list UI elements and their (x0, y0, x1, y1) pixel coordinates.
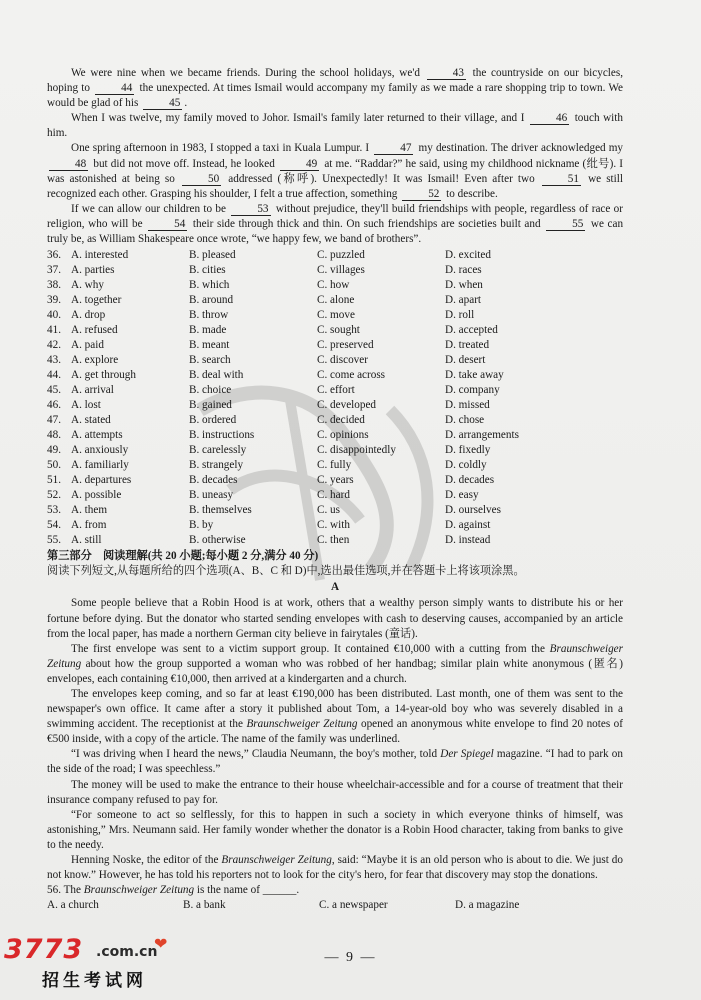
option-a[interactable]: A. drop (71, 309, 106, 322)
option-d[interactable]: D. accepted (445, 324, 498, 337)
option-d[interactable]: D. company (445, 384, 500, 397)
blank-50: 50 (182, 173, 221, 186)
option-a[interactable]: A. possible (71, 489, 122, 502)
heart-icon: ❤ (154, 934, 168, 953)
option-row (47, 518, 623, 533)
option-row (47, 443, 623, 458)
option-d[interactable]: D. against (445, 519, 491, 532)
question-number: 54. (47, 519, 61, 532)
option-b[interactable]: B. by (189, 519, 214, 532)
option-a[interactable]: A. stated (71, 414, 111, 427)
option-c[interactable]: C. puzzled (317, 249, 365, 262)
q56-option-a[interactable]: A. a church (47, 899, 99, 912)
option-row (47, 278, 623, 293)
option-b[interactable]: B. instructions (189, 429, 255, 442)
option-d[interactable]: D. take away (445, 369, 504, 382)
option-c[interactable]: C. how (317, 279, 350, 292)
option-row (47, 293, 623, 308)
option-b[interactable]: B. uneasy (189, 489, 234, 502)
option-c[interactable]: C. move (317, 309, 355, 322)
option-b[interactable]: B. decades (189, 474, 238, 487)
reading-paragraph-6: “For someone to act so selflessly, for this to happen in such a society in which everyone thinks of himself, was astonishing,” Mrs. Neumann said. Her family wonder whether the donator is a Robin Hood character, taking from banks to give to the needy. (47, 808, 623, 851)
question-number: 39. (47, 294, 61, 307)
question-number: 37. (47, 264, 61, 277)
option-b[interactable]: B. carelessly (189, 444, 247, 457)
option-row (47, 533, 623, 548)
option-b[interactable]: B. otherwise (189, 534, 246, 547)
option-a[interactable]: A. familiarly (71, 459, 129, 472)
q56-option-b[interactable]: B. a bank (183, 899, 226, 912)
blank-45: 45 (143, 97, 182, 110)
logo-main-text: 3773 (4, 934, 84, 965)
option-b[interactable]: B. choice (189, 384, 232, 397)
option-a[interactable]: A. from (71, 519, 107, 532)
option-c[interactable]: C. hard (317, 489, 350, 502)
option-c[interactable]: C. with (317, 519, 350, 532)
option-row (47, 383, 623, 398)
option-row (47, 338, 623, 353)
question-number: 53. (47, 504, 61, 517)
option-d[interactable]: D. missed (445, 399, 490, 412)
option-d[interactable]: D. apart (445, 294, 482, 307)
question-56-stem: 56. The Braunschweiger Zeitung is the name of ______. (47, 884, 300, 897)
option-row (47, 248, 623, 263)
question-number: 44. (47, 369, 61, 382)
question-number: 55. (47, 534, 61, 547)
option-row (47, 428, 623, 443)
question-number: 45. (47, 384, 61, 397)
option-c[interactable]: C. decided (317, 414, 365, 427)
option-b[interactable]: B. ordered (189, 414, 237, 427)
option-a[interactable]: A. anxiously (71, 444, 129, 457)
question-number: 40. (47, 309, 61, 322)
section3-instruction: 阅读下列短文,从每题所给的四个选项(A、B、C 和 D)中,选出最佳选项,并在答题卡上将该项涂黑。 (47, 565, 525, 578)
option-c[interactable]: C. developed (317, 399, 377, 412)
question-number: 50. (47, 459, 61, 472)
option-c[interactable]: C. disappointedly (317, 444, 396, 457)
reading-paragraph-7: Henning Noske, the editor of the Braunschweiger Zeitung, said: “Maybe it is an old person who is about to die. We just do not know.” However, he has told his reporters not to look for the city's hero, for fear that discovery may stop the donations. (47, 854, 623, 882)
option-row (47, 368, 623, 383)
option-c[interactable]: C. us (317, 504, 341, 517)
blank-43: 43 (427, 67, 466, 80)
option-c[interactable]: C. fully (317, 459, 352, 472)
reading-paragraph-1: Some people believe that a Robin Hood is at work, others that a wealthy person simply wants to distribute his or her fortune before dying. But the donator who started sending envelopes with cash to deserving causes, accompanied by an article from the local paper, has made a northern German city believe in fairytales (童话). (47, 597, 623, 640)
option-b[interactable]: B. meant (189, 339, 230, 352)
question-number: 46. (47, 399, 61, 412)
option-a[interactable]: A. them (71, 504, 108, 517)
option-b[interactable]: B. search (189, 354, 231, 367)
option-d[interactable]: D. decades (445, 474, 495, 487)
option-c[interactable]: C. alone (317, 294, 355, 307)
cloze-paragraph-3: One spring afternoon in 1983, I stopped a taxi in Kuala Lumpur. I 47 my destination. The driver acknowledged my 48 but did not move off. Instead, he looked 49 at me. “Raddar?” he said, using my childhood nickname (纰号). I was astonished at being so 50 addressed (称呼). Unexpectedly! It was Ismail! Even after two 51 we still recognized each other. Grasping his shoulder, I felt a true affection, something 52 to describe. (47, 142, 624, 200)
option-a[interactable]: A. arrival (71, 384, 114, 397)
reading-paragraph-2: The first envelope was sent to a victim support group. It contained €10,000 with a cutting from the Braunschweiger Zeitung about how the group supported a woman who was robbed of her handbag; similar plain white anonymous (匿名) envelopes, each containing €10,000, then arrived at a kindergarten and a church. (47, 642, 623, 685)
option-c[interactable]: C. villages (317, 264, 365, 277)
cloze-paragraph-4: If we can allow our children to be 53 without prejudice, they'll build friendships with people, regardless of race or religion, who will be 54 their side through thick and thin. On such friendships are societies built and 55 we can truly be, as William Shakespeare once wrote, “we happy few, we band of brothers”. (47, 202, 624, 246)
logo-subtitle: 招生考试网 (42, 971, 147, 991)
question-number: 36. (47, 249, 61, 262)
cloze-paragraph-1: We were nine when we became friends. During the school holidays, we'd 43 the countryside on our bicycles, hoping to 44 the unexpected. At times Ismail would accompany my family as we made a rare shopping trip to town. We would be glad of his 45 . (47, 67, 624, 110)
option-b[interactable]: B. cities (189, 264, 226, 277)
question-number: 42. (47, 339, 61, 352)
option-row (47, 473, 623, 488)
blank-47: 47 (374, 142, 413, 155)
cloze-options (47, 248, 623, 548)
option-d[interactable]: D. chose (445, 414, 485, 427)
option-c[interactable]: C. years (317, 474, 354, 487)
option-c[interactable]: C. preserved (317, 339, 374, 352)
blank-54: 54 (148, 218, 187, 231)
option-row (47, 323, 623, 338)
option-a[interactable]: A. attempts (71, 429, 123, 442)
blank-52: 52 (402, 188, 441, 201)
option-c[interactable]: C. come across (317, 369, 386, 382)
cloze-paragraph-2: When I was twelve, my family moved to Johor. Ismail's family later returned to their village, and I 46 touch with him. (47, 112, 623, 140)
option-d[interactable]: D. easy (445, 489, 479, 502)
option-row (47, 398, 623, 413)
logo-domain-text: .com.cn (96, 944, 158, 960)
q56-option-d[interactable]: D. a magazine (455, 899, 520, 912)
reading-paragraph-5: The money will be used to make the entrance to their house wheelchair-accessible and for a course of treatment that their insurance company refused to pay for. (47, 778, 623, 806)
option-b[interactable]: B. which (189, 279, 230, 292)
option-row (47, 413, 623, 428)
option-b[interactable]: B. pleased (189, 249, 236, 262)
option-b[interactable]: B. gained (189, 399, 232, 412)
option-a[interactable]: A. lost (71, 399, 101, 412)
question-number: 47. (47, 414, 61, 427)
option-c[interactable]: C. effort (317, 384, 355, 397)
page-content (47, 66, 623, 913)
blank-44: 44 (95, 82, 134, 95)
option-row (47, 263, 623, 278)
site-logo[interactable] (4, 934, 204, 994)
question-number: 43. (47, 354, 61, 367)
option-d[interactable]: D. fixedly (445, 444, 491, 457)
option-d[interactable]: D. treated (445, 339, 490, 352)
option-b[interactable]: B. around (189, 294, 234, 307)
option-b[interactable]: B. made (189, 324, 227, 337)
option-d[interactable]: D. roll (445, 309, 475, 322)
option-d[interactable]: D. desert (445, 354, 486, 367)
option-row (47, 353, 623, 368)
blank-49: 49 (280, 158, 319, 171)
question-number: 49. (47, 444, 61, 457)
option-a[interactable]: A. paid (71, 339, 104, 352)
option-d[interactable]: D. excited (445, 249, 491, 262)
option-d[interactable]: D. when (445, 279, 483, 292)
option-b[interactable]: B. strangely (189, 459, 244, 472)
question-number: 51. (47, 474, 61, 487)
reading-paragraph-3: The envelopes keep coming, and so far at least €190,000 has been distributed. Last month, one of them was sent to the newspaper's own office. It came after a story it published about Tom, a 14-year-old boy who was severely disabled in a swimming accident. The receptionist at the Braunschweiger Zeitung opened an anonymous white envelope to find 20 notes of €500 inside, with a copy of the article. The name of the family was underlined. (47, 687, 623, 746)
option-a[interactable]: A. together (71, 294, 122, 307)
option-a[interactable]: A. explore (71, 354, 119, 367)
option-a[interactable]: A. why (71, 279, 104, 292)
blank-53: 53 (231, 203, 270, 216)
option-c[interactable]: C. then (317, 534, 350, 547)
page-number: — 9 — (324, 950, 377, 965)
option-row (47, 488, 623, 503)
option-d[interactable]: D. coldly (445, 459, 487, 472)
option-c[interactable]: C. discover (317, 354, 368, 367)
option-a[interactable]: A. interested (71, 249, 129, 262)
reading-paragraph-4: “I was driving when I heard the news,” Claudia Neumann, the boy's mother, told Der Spiegel magazine. “I had to park on the side of the road; I was speechless.” (47, 748, 623, 776)
blank-48: 48 (49, 158, 88, 171)
option-b[interactable]: B. themselves (189, 504, 252, 517)
option-a[interactable]: A. departures (71, 474, 132, 487)
option-c[interactable]: C. sought (317, 324, 360, 337)
q56-option-c[interactable]: C. a newspaper (319, 899, 388, 912)
option-a[interactable]: A. still (71, 534, 102, 547)
option-b[interactable]: B. deal with (189, 369, 244, 382)
option-a[interactable]: A. refused (71, 324, 118, 337)
question-number: 52. (47, 489, 61, 502)
option-row (47, 308, 623, 323)
option-a[interactable]: A. get through (71, 369, 136, 382)
option-row (47, 458, 623, 473)
question-number: 48. (47, 429, 61, 442)
option-row (47, 503, 623, 518)
option-d[interactable]: D. races (445, 264, 482, 277)
option-b[interactable]: B. throw (189, 309, 229, 322)
option-d[interactable]: D. ourselves (445, 504, 501, 517)
section3-title: 第三部分 阅读理解(共 20 小题;每小题 2 分,满分 40 分) (47, 550, 319, 563)
option-c[interactable]: C. opinions (317, 429, 369, 442)
option-d[interactable]: D. instead (445, 534, 491, 547)
passage-letter: A (330, 581, 340, 594)
question-number: 38. (47, 279, 61, 292)
option-a[interactable]: A. parties (71, 264, 115, 277)
option-d[interactable]: D. arrangements (445, 429, 519, 442)
blank-46: 46 (530, 112, 569, 125)
blank-51: 51 (542, 173, 581, 186)
question-56-options (47, 898, 623, 913)
blank-55: 55 (546, 218, 585, 231)
question-number: 41. (47, 324, 61, 337)
